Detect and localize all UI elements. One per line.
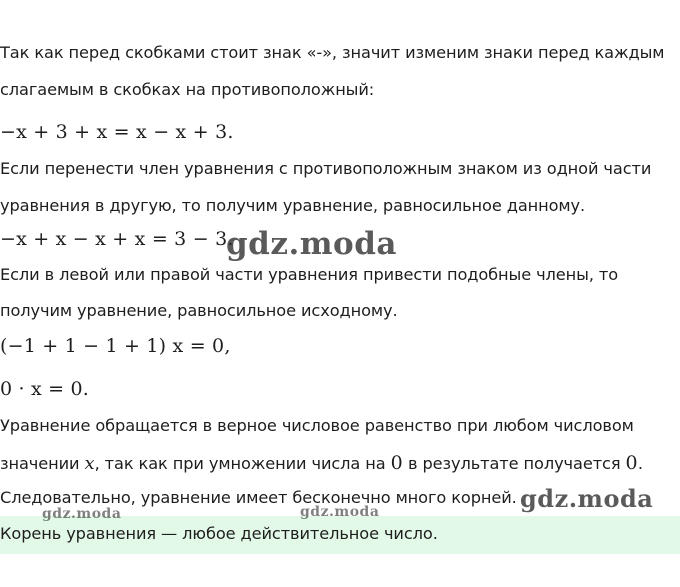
paragraph-line	[0, 452, 643, 474]
paragraph-line: уравнения в другую, то получим уравнение, равносильное данному.	[0, 196, 586, 215]
math-equation: −x + x − x + x = 3 − 3.	[0, 228, 234, 250]
math-equation: 0 · x = 0.	[0, 378, 90, 400]
paragraph-line: Так как перед скобками стоит знак «-», значит изменим знаки перед каждым	[0, 43, 665, 62]
math-variable: x	[84, 453, 95, 474]
paragraph-line: Следовательно, уравнение имеет бесконечно много корней.	[0, 488, 517, 507]
math-number: 0	[625, 452, 638, 474]
paragraph-line: Если в левой или правой части уравнения привести подобные члены, то	[0, 265, 619, 284]
paragraph-line: Уравнение обращается в верное числовое равенство при любом числовом	[0, 416, 634, 435]
math-number: 0	[390, 452, 403, 474]
paragraph-line: Если перенести член уравнения с противоположным знаком из одной части	[0, 159, 652, 178]
watermark: gdz.moda	[520, 484, 654, 513]
text-fragment: .	[637, 454, 643, 473]
watermark: gdz.moda	[42, 506, 122, 522]
text-fragment: , так как при умножении числа на	[94, 454, 391, 473]
watermark: gdz.moda	[300, 504, 380, 520]
math-equation: −x + 3 + x = x − x + 3.	[0, 121, 234, 143]
text-fragment: значении	[0, 454, 85, 473]
text-fragment: в результате получается	[402, 454, 626, 473]
paragraph-line: слагаемым в скобках на противоположный:	[0, 80, 375, 99]
math-equation: (−1 + 1 − 1 + 1) x = 0,	[0, 335, 231, 357]
watermark: gdz.moda	[226, 226, 397, 262]
paragraph-line: получим уравнение, равносильное исходному.	[0, 301, 398, 320]
answer-text: Корень уравнения — любое действительное число.	[0, 524, 438, 543]
